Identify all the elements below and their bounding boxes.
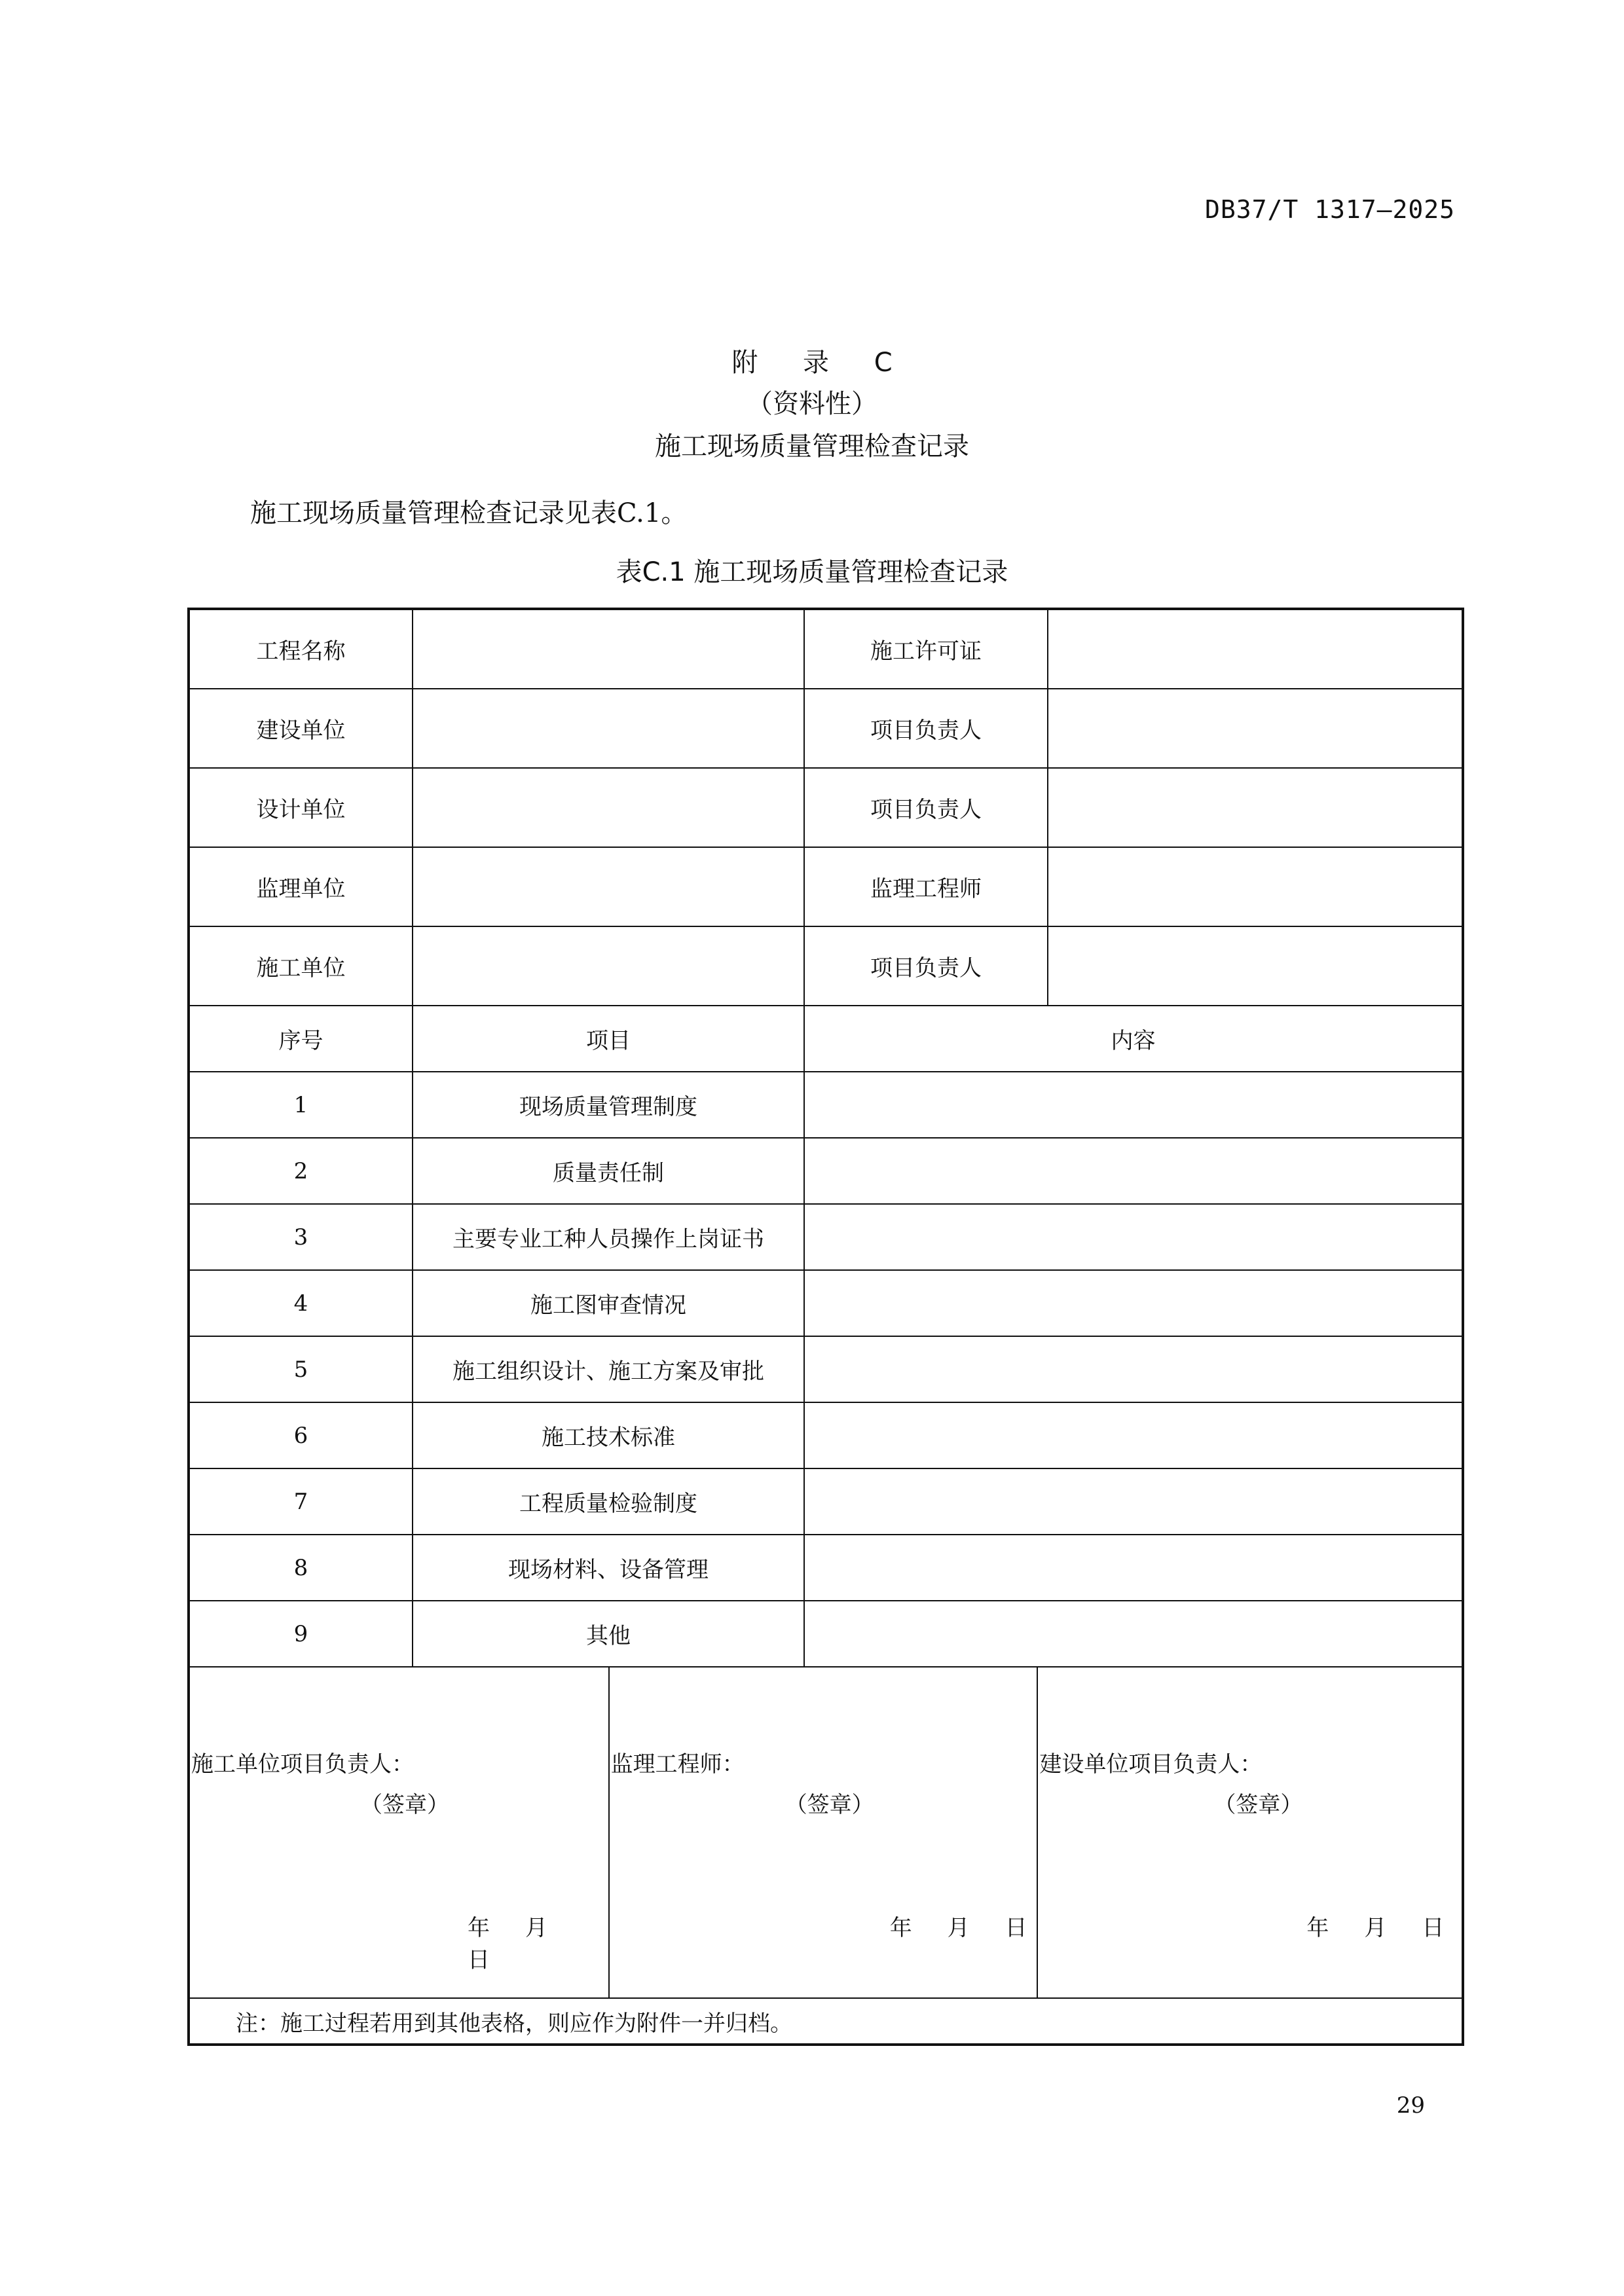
signature-area [189, 1667, 1463, 1998]
info-label: 设计单位 [189, 768, 413, 847]
appendix-nature: （资料性） [747, 389, 877, 419]
table-note: 注：施工过程若用到其他表格，则应作为附件一并归档。 [189, 1998, 1463, 2045]
item-content[interactable] [804, 1535, 1463, 1601]
item-name: 施工组织设计、施工方案及审批 [413, 1336, 804, 1402]
item-content[interactable] [804, 1270, 1463, 1336]
item-content[interactable] [804, 1204, 1463, 1270]
item-row [189, 1270, 1463, 1336]
item-seq: 2 [189, 1138, 413, 1204]
column-header-content: 内容 [804, 1006, 1463, 1072]
item-name: 施工图审查情况 [413, 1270, 804, 1336]
item-content[interactable] [804, 1601, 1463, 1667]
inspection-record-table [187, 608, 1464, 2046]
signature-date: 年 月 日 [889, 1915, 1034, 1941]
column-header-item: 项目 [413, 1006, 804, 1072]
info-label: 监理工程师 [804, 847, 1048, 926]
item-name: 质量责任制 [413, 1138, 804, 1204]
page-number: 29 [1396, 2092, 1425, 2119]
info-value[interactable] [1048, 609, 1463, 689]
info-value[interactable] [1048, 847, 1463, 926]
info-row [189, 926, 1463, 1006]
info-row [189, 609, 1463, 689]
item-seq: 9 [189, 1601, 413, 1667]
info-row [189, 847, 1463, 926]
item-content[interactable] [804, 1468, 1463, 1535]
signature-stamp: （签章） [784, 1792, 874, 1818]
intro-paragraph: 施工现场质量管理检查记录见表C.1。 [250, 498, 688, 528]
info-row [189, 689, 1463, 768]
item-seq: 5 [189, 1336, 413, 1402]
info-value[interactable] [1048, 926, 1463, 1006]
info-label: 监理单位 [189, 847, 413, 926]
item-content[interactable] [804, 1336, 1463, 1402]
info-label: 施工许可证 [804, 609, 1048, 689]
signature-block-supervisor[interactable] [608, 1667, 1037, 1997]
info-value[interactable] [1048, 689, 1463, 768]
table-caption: 表C.1 施工现场质量管理检查记录 [616, 557, 1008, 587]
item-row [189, 1468, 1463, 1535]
item-seq: 4 [189, 1270, 413, 1336]
signature-label: 监理工程师： [610, 1751, 745, 1777]
item-row [189, 1601, 1463, 1667]
signature-label: 施工单位项目负责人： [191, 1751, 414, 1777]
item-row [189, 1336, 1463, 1402]
signature-row [189, 1667, 1463, 1998]
info-label: 项目负责人 [804, 689, 1048, 768]
appendix-name: 施工现场质量管理检查记录 [655, 431, 969, 462]
item-content[interactable] [804, 1138, 1463, 1204]
info-label: 施工单位 [189, 926, 413, 1006]
info-label: 项目负责人 [804, 768, 1048, 847]
info-label: 工程名称 [189, 609, 413, 689]
signature-date: 年 月 日 [1306, 1915, 1451, 1941]
item-seq: 7 [189, 1468, 413, 1535]
info-value[interactable] [413, 768, 804, 847]
item-name: 现场质量管理制度 [413, 1072, 804, 1138]
info-value[interactable] [413, 689, 804, 768]
signature-stamp: （签章） [360, 1792, 449, 1818]
signature-label: 建设单位项目负责人： [1039, 1751, 1263, 1777]
item-name: 其他 [413, 1601, 804, 1667]
info-value[interactable] [413, 609, 804, 689]
item-row [189, 1204, 1463, 1270]
info-label: 项目负责人 [804, 926, 1048, 1006]
item-row [189, 1535, 1463, 1601]
item-content[interactable] [804, 1402, 1463, 1468]
item-seq: 1 [189, 1072, 413, 1138]
info-row [189, 768, 1463, 847]
item-row [189, 1402, 1463, 1468]
item-content[interactable] [804, 1072, 1463, 1138]
info-value[interactable] [413, 847, 804, 926]
item-seq: 3 [189, 1204, 413, 1270]
signature-block-contractor[interactable] [190, 1667, 608, 1997]
info-label: 建设单位 [189, 689, 413, 768]
item-name: 主要专业工种人员操作上岗证书 [413, 1204, 804, 1270]
item-name: 现场材料、设备管理 [413, 1535, 804, 1601]
item-name: 施工技术标准 [413, 1402, 804, 1468]
item-seq: 6 [189, 1402, 413, 1468]
item-row [189, 1072, 1463, 1138]
item-row [189, 1138, 1463, 1204]
item-header-row [189, 1006, 1463, 1072]
signature-date: 年 月 日 [468, 1915, 583, 1973]
info-value[interactable] [413, 926, 804, 1006]
appendix-title: 附 录 C [731, 348, 911, 378]
signature-stamp: （签章） [1213, 1792, 1303, 1818]
standard-number: DB37/T 1317—2025 [1204, 195, 1455, 224]
item-name: 工程质量检验制度 [413, 1468, 804, 1535]
note-row [189, 1998, 1463, 2045]
signature-block-owner[interactable] [1037, 1667, 1462, 1997]
column-header-seq: 序号 [189, 1006, 413, 1072]
info-value[interactable] [1048, 768, 1463, 847]
item-seq: 8 [189, 1535, 413, 1601]
